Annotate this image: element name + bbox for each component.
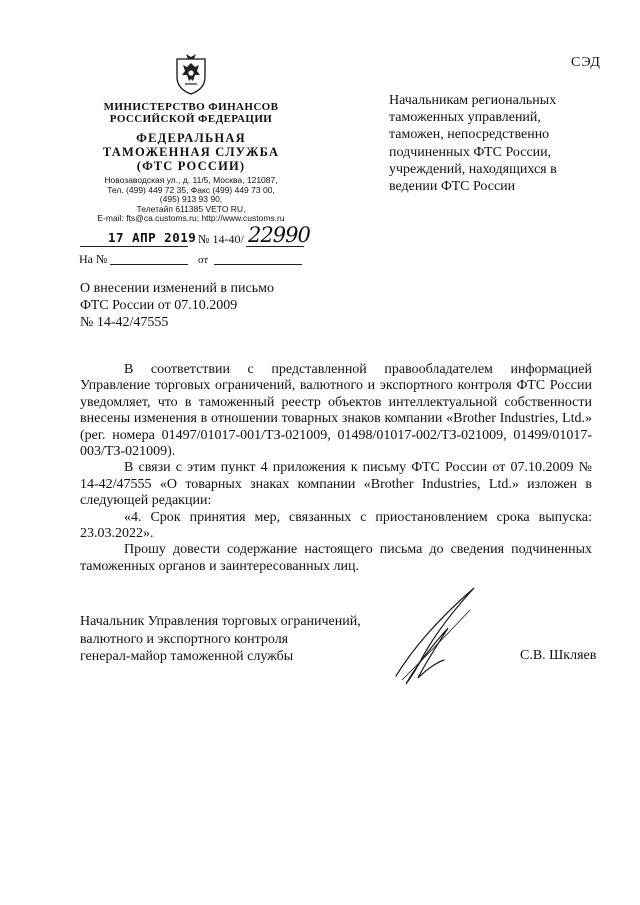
reference-number-label: На № bbox=[79, 252, 108, 266]
subject-line: № 14-42/47555 bbox=[80, 315, 169, 330]
contact-line: E-mail: fts@ca.customs.ru; http://www.customs.ru bbox=[97, 213, 285, 224]
reference-date-label: от bbox=[198, 254, 209, 266]
addressee-line: учреждений, находящихся в bbox=[389, 161, 557, 177]
contact-line: (495) 913 93 90, bbox=[159, 194, 223, 205]
addressee-line: таможен, непосредственно bbox=[389, 127, 550, 143]
service-line: ФЕДЕРАЛЬНАЯ bbox=[136, 131, 246, 145]
signer-title-line: Начальник Управления торговых ограничений, bbox=[80, 614, 361, 629]
body-paragraph: В соответствии с представленной правообладателем информацией Управление торговых ограничений, валютного и экспортного контроля ФТС России уведомляет, что в таможенный реестр объектов интеллектуальной собственности внесены изменения в отношении товарных знаков компании «Brother Industries, Ltd.» (рег. номера 01497/01017-001/ТЗ-021009, 01498/01017-002/ТЗ-021009, 01499/01017-003/ТЗ-021009). bbox=[80, 362, 592, 460]
handwritten-signature bbox=[382, 580, 492, 690]
subject-line: ФТС России от 07.10.2009 bbox=[80, 298, 238, 313]
ministry-name bbox=[80, 101, 302, 125]
number-underline bbox=[246, 246, 304, 247]
service-line: ТАМОЖЕННАЯ СЛУЖБА bbox=[102, 145, 280, 159]
contact-line: Телетайп 611385 VETO RU, bbox=[136, 203, 246, 214]
subject-line: О внесении изменений в письмо bbox=[80, 281, 274, 296]
signer-title bbox=[80, 613, 361, 666]
ministry-line: МИНИСТЕРСТВО ФИНАНСОВ bbox=[103, 101, 279, 113]
registration-number-handwritten: 22990 bbox=[248, 223, 310, 247]
body-paragraph: Прошу довести содержание настоящего письма до сведения подчиненных таможенных органов и заинтересованных лиц. bbox=[80, 542, 592, 574]
signer-title-line: генерал-майор таможенной службы bbox=[80, 649, 294, 664]
registration-date-stamp: 17 АПР 2019 bbox=[108, 230, 197, 245]
registration-number-prefix: № 14-40/ bbox=[198, 232, 244, 246]
letter-body bbox=[80, 362, 592, 575]
contact-line: Новозаводская ул., д. 11/5, Москва, 121087, bbox=[104, 175, 278, 185]
document-system-mark: СЭД bbox=[571, 55, 601, 70]
addressee-line: ведении ФТС России bbox=[389, 179, 516, 195]
date-underline bbox=[80, 246, 188, 247]
addressee-block bbox=[389, 92, 604, 195]
reference-number-line bbox=[110, 264, 188, 265]
addressee-line: Начальникам региональных bbox=[389, 93, 557, 108]
contact-line: Тел. (499) 449 72 35, Факс (499) 449 73 00, bbox=[107, 184, 275, 195]
addressee-line: таможенных управлений, bbox=[389, 110, 541, 126]
addressee-line: подчиненных ФТС России, bbox=[389, 144, 552, 160]
contact-block bbox=[80, 176, 302, 224]
signer-name: С.В. Шкляев bbox=[520, 648, 597, 663]
signer-title-line: валютного и экспортного контроля bbox=[80, 631, 289, 647]
letter-subject bbox=[80, 280, 274, 331]
service-name bbox=[80, 131, 302, 173]
body-paragraph: «4. Срок принятия мер, связанных с приостановлением срока выпуска: 23.03.2022». bbox=[80, 509, 592, 542]
ministry-line: РОССИЙСКОЙ ФЕДЕРАЦИИ bbox=[109, 113, 273, 125]
service-line: (ФТС РОССИИ) bbox=[136, 159, 246, 173]
coat-of-arms-emblem bbox=[173, 51, 209, 95]
body-paragraph: В связи с этим пункт 4 приложения к письму ФТС России от 07.10.2009 № 14-42/47555 «О товарных знаках компании «Brother Industries, Ltd.» изложен в следующей редакции: bbox=[80, 460, 592, 509]
reference-date-line bbox=[214, 264, 302, 265]
